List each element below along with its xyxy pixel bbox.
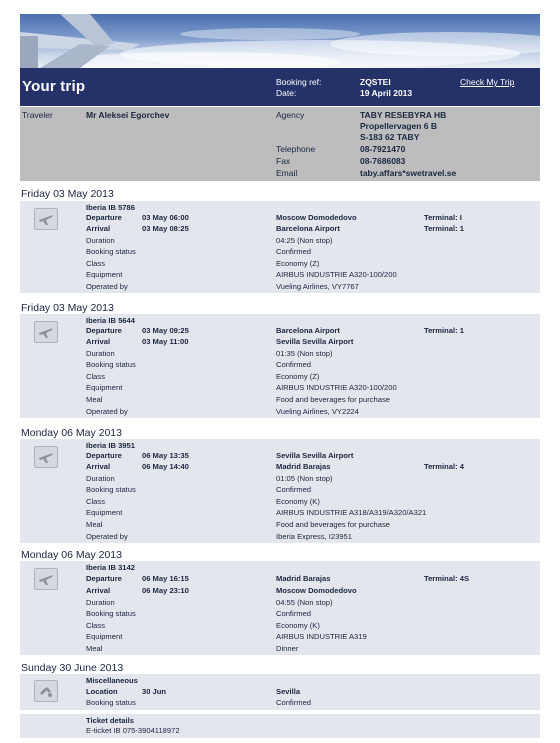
departure-airport: Madrid Barajas [276,574,331,583]
flight-number: Iberia IB 5786 [86,203,135,212]
duration-value: 01:35 (Non stop) [276,349,333,358]
eticket-number: E-ticket IB 075-3904118972 [86,726,180,735]
telephone-label: Telephone [276,144,316,154]
trip-header [20,68,540,106]
operated-by-value: Vueling Airlines, VY2224 [276,407,359,416]
equipment-value: AIRBUS INDUSTRIE A318/A319/A320/A321 [276,508,427,517]
meal-label: Meal [86,644,103,653]
date-label: Date: [276,88,297,98]
booking-status-value: Confirmed [276,698,312,707]
arrival-label: Arrival [86,586,111,595]
arrival-time: 06 May 23:10 [142,586,189,595]
agency-street: Propellervagen 6 B [360,121,438,131]
page-title: Your trip [22,78,86,95]
operated-by-value: Iberia Express, I23951 [276,532,352,541]
agency-name: TABY RESEBYRA HB [360,110,447,120]
departure-time: 03 May 06:00 [142,213,189,222]
meal-value: Food and beverages for purchase [276,395,390,404]
departure-terminal: Terminal: I [424,213,462,222]
equipment-label: Equipment [86,270,123,279]
equipment-label: Equipment [86,508,123,517]
class-label: Class [86,621,105,630]
airplane-icon [34,208,58,230]
booking-status-value: Confirmed [276,247,312,256]
duration-value: 04:55 (Non stop) [276,598,333,607]
departure-label: Departure [86,326,122,335]
departure-label: Departure [86,213,122,222]
booking-ref-label: Booking ref: [276,77,322,87]
booking-status-label: Booking status [86,485,136,494]
operated-by-label: Operated by [86,282,128,291]
departure-terminal: Terminal: 1 [424,326,464,335]
arrival-airport: Sevilla Sevilla Airport [276,337,354,346]
arrival-time: 06 May 14:40 [142,462,189,471]
flight-segment [20,439,540,543]
arrival-label: Arrival [86,337,111,346]
arrival-terminal: Terminal: 4 [424,462,464,471]
misc-segment [20,674,540,710]
date-value: 19 April 2013 [360,88,413,98]
meal-label: Meal [86,395,103,404]
telephone-value: 08-7921470 [360,144,406,154]
misc-title: Miscellaneous [86,676,138,685]
departure-label: Departure [86,574,122,583]
airplane-clouds-illustration [20,14,540,68]
segment-day-heading: Friday 03 May 2013 [21,302,114,314]
misc-service-icon [34,680,58,702]
arrival-airport: Madrid Barajas [276,462,331,471]
booking-status-label: Booking status [86,609,136,618]
booking-status-value: Confirmed [276,360,312,369]
class-label: Class [86,259,105,268]
booking-status-label: Booking status [86,247,136,256]
class-label: Class [86,497,105,506]
duration-label: Duration [86,474,115,483]
location-value: Sevilla [276,687,301,696]
booking-status-value: Confirmed [276,609,312,618]
booking-status-value: Confirmed [276,485,312,494]
traveler-label: Traveler [22,110,53,120]
airplane-icon [34,568,58,590]
location-date: 30 Jun [142,687,167,696]
departure-airport: Moscow Domodedovo [276,213,357,222]
flight-segment [20,201,540,293]
equipment-label: Equipment [86,632,123,641]
class-value: Economy (Z) [276,259,320,268]
operated-by-label: Operated by [86,532,128,541]
segment-day-heading: Monday 06 May 2013 [21,549,122,561]
meal-value: Food and beverages for purchase [276,520,390,529]
agency-postcode: S-183 62 TABY [360,132,420,142]
arrival-airport: Barcelona Airport [276,224,340,233]
class-value: Economy (K) [276,497,320,506]
departure-time: 06 May 13:35 [142,451,189,460]
segment-day-heading: Monday 06 May 2013 [21,427,122,439]
class-value: Economy (Z) [276,372,320,381]
airplane-icon [34,446,58,468]
flight-number: Iberia IB 5644 [86,316,135,325]
departure-label: Departure [86,451,122,460]
booking-ref-value: ZQSTEI [360,77,391,87]
equipment-value: AIRBUS INDUSTRIE A319 [276,632,367,641]
arrival-airport: Moscow Domodedovo [276,586,357,595]
header-banner-image [20,14,540,68]
segment-day-heading: Friday 03 May 2013 [21,188,114,200]
arrival-time: 03 May 08:25 [142,224,189,233]
email-value: taby.affars*swetravel.se [360,168,457,178]
airplane-icon [34,321,58,343]
flight-segment [20,561,540,655]
equipment-label: Equipment [86,383,123,392]
duration-label: Duration [86,598,115,607]
fax-value: 08-7686083 [360,156,406,166]
operated-by-label: Operated by [86,407,128,416]
duration-label: Duration [86,349,115,358]
departure-airport: Barcelona Airport [276,326,340,335]
booking-status-label: Booking status [86,360,136,369]
fax-label: Fax [276,156,291,166]
departure-time: 06 May 16:15 [142,574,189,583]
meal-value: Dinner [276,644,299,653]
duration-value: 01:05 (Non stop) [276,474,333,483]
class-value: Economy (K) [276,621,320,630]
flight-number: Iberia IB 3951 [86,441,135,450]
class-label: Class [86,372,105,381]
traveler-agency-panel [20,107,540,181]
check-my-trip-link[interactable]: Check My Trip [460,77,515,87]
arrival-label: Arrival [86,224,111,233]
flight-number: Iberia IB 3142 [86,563,135,572]
equipment-value: AIRBUS INDUSTRIE A320-100/200 [276,270,397,279]
departure-terminal: Terminal: 4S [424,574,470,583]
departure-airport: Sevilla Sevilla Airport [276,451,354,460]
arrival-label: Arrival [86,462,111,471]
duration-label: Duration [86,236,115,245]
email-label: Email [276,168,298,178]
arrival-terminal: Terminal: 1 [424,224,464,233]
departure-time: 03 May 09:25 [142,326,189,335]
meal-label: Meal [86,520,103,529]
location-label: Location [86,687,118,696]
misc-day-heading: Sunday 30 June 2013 [21,662,124,674]
traveler-name: Mr Aleksei Egorchev [86,110,170,120]
duration-value: 04:25 (Non stop) [276,236,333,245]
booking-status-label: Booking status [86,698,136,707]
ticket-details-section [20,714,540,738]
arrival-time: 03 May 11:00 [142,337,189,346]
operated-by-value: Vueling Airlines, VY7767 [276,282,359,291]
equipment-value: AIRBUS INDUSTRIE A320-100/200 [276,383,397,392]
agency-label: Agency [276,110,305,120]
ticket-details-title: Ticket details [86,716,134,725]
flight-segment [20,314,540,418]
